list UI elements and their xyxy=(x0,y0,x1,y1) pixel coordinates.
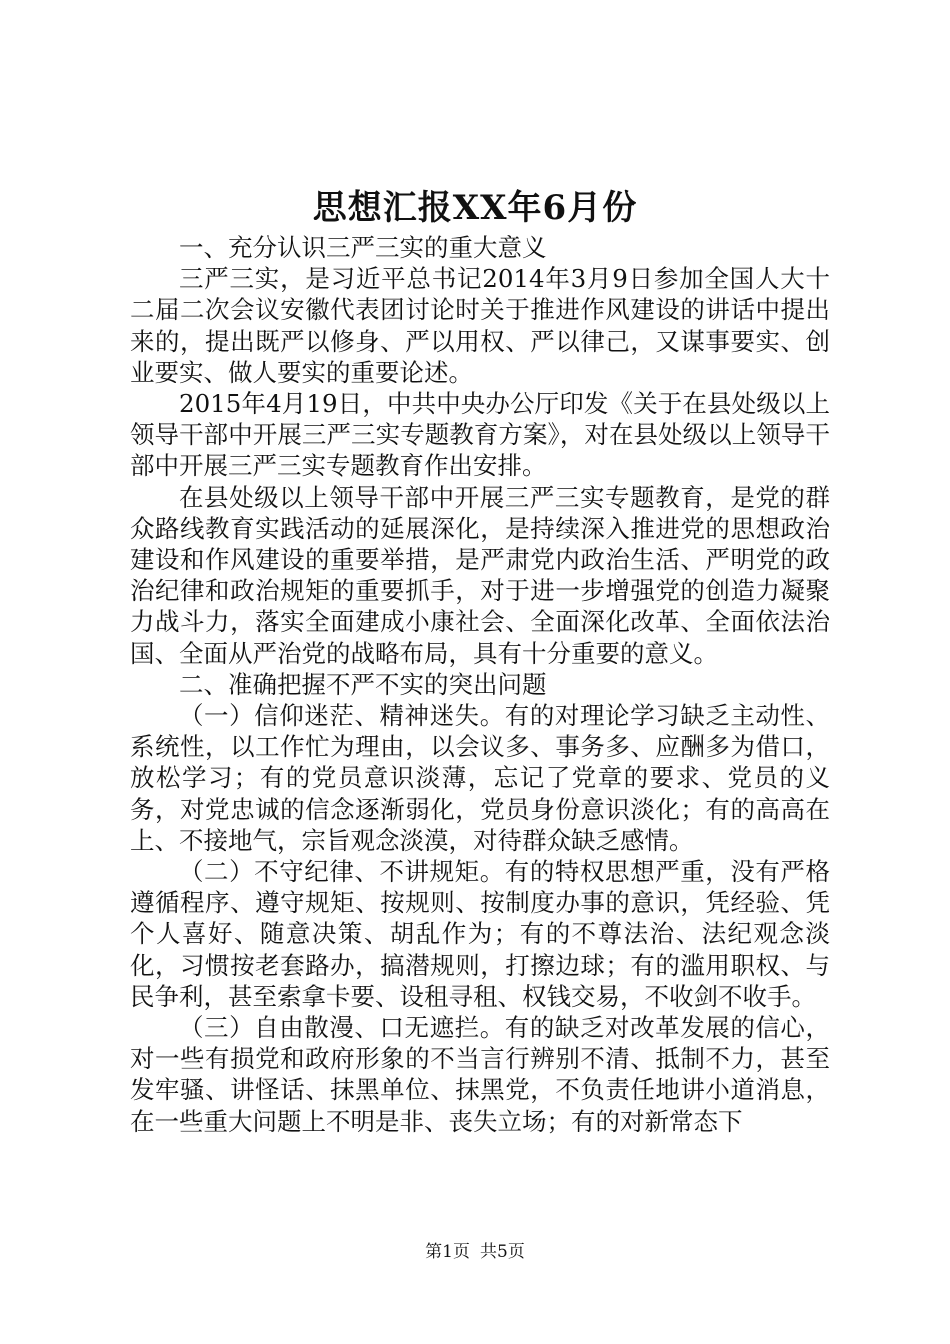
page-footer xyxy=(0,1240,950,1264)
page-total: 共5页 xyxy=(480,1242,525,1262)
section-heading-1: 一、充分认识三严三实的重大意义 xyxy=(179,233,547,262)
paragraph: （二）不守纪律、不讲规矩。有的特权思想严重，没有严格遵循程序、遵守规矩、按规则、按制度办事的意识，凭经验、凭个人喜好、随意决策、胡乱作为；有的不尊法治、法纪观念淡化，习惯按老套路办，搞潜规则，打擦边球；有的滥用职权、与民争利，甚至索拿卡要、设租寻租、权钱交易，不收剑不收手。 xyxy=(130,857,830,1011)
page-number: 第1页 xyxy=(425,1242,470,1262)
paragraph: 2015年4月19日，中共中央办公厅印发《关于在县处级以上领导干部中开展三严三实专题教育方案》，对在县处级以上领导干部中开展三严三实专题教育作出安排。 xyxy=(130,389,830,481)
paragraph: （一）信仰迷茫、精神迷失。有的对理论学习缺乏主动性、系统性，以工作忙为理由，以会议多、事务多、应酬多为借口，放松学习；有的党员意识淡薄，忘记了党章的要求、党员的义务，对党忠诚的信念逐渐弱化，党员身份意识淡化；有的高高在上、不接地气，宗旨观念淡漠，对待群众缺乏感情。 xyxy=(130,701,830,855)
document-body xyxy=(130,232,830,1137)
paragraph: 三严三实，是习近平总书记2014年3月9日参加全国人大十二届二次会议安徽代表团讨论时关于推进作风建设的讲话中提出来的，提出既严以修身、严以用权、严以律己，又谋事要实、创业要实、做人要实的重要论述。 xyxy=(130,264,830,387)
document-title: 思想汇报XX年6月份 xyxy=(312,188,638,228)
paragraph: （三）自由散漫、口无遮拦。有的缺乏对改革发展的信心，对一些有损党和政府形象的不当言行辨别不清、抵制不力，甚至发牢骚、讲怪话、抹黑单位、抹黑党，不负责任地讲小道消息，在一些重大问题上不明是非、丧失立场；有的对新常态下 xyxy=(130,1013,830,1136)
section-heading-2: 二、准确把握不严不实的突出问题 xyxy=(179,669,547,699)
paragraph: 在县处级以上领导干部中开展三严三实专题教育，是党的群众路线教育实践活动的延展深化，是持续深入推进党的思想政治建设和作风建设的重要举措，是严肃党内政治生活、严明党的政治纪律和政治规矩的重要抓手，对于进一步增强党的创造力凝聚力战斗力，落实全面建成小康社会、全面深化改革、全面依法治国、全面从严治党的战略布局，具有十分重要的意义。 xyxy=(130,482,830,668)
